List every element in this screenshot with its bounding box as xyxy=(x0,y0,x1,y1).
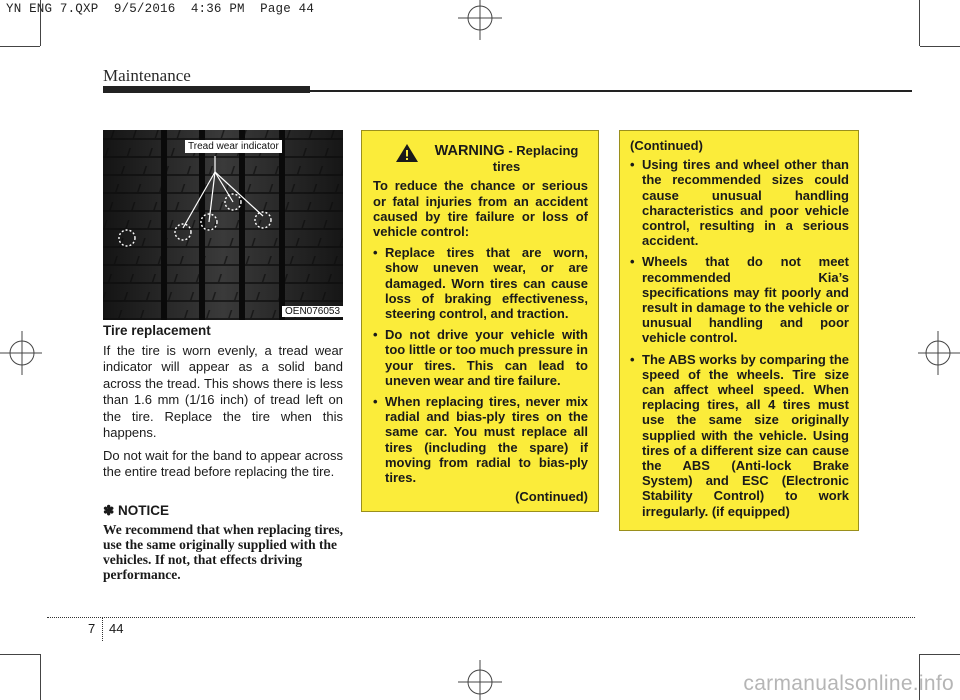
chapter-number: 7 xyxy=(88,621,96,636)
figure-code: OEN076053 xyxy=(282,306,343,317)
crop-mark xyxy=(0,654,40,655)
registration-mark-icon xyxy=(918,328,960,378)
list-item: • Using tires and wheel other than the recommended sizes could cause unusual handling characteristics and poor vehicle control, resulting in a serious accident. xyxy=(630,157,849,249)
footer-dotted-rule xyxy=(47,617,915,618)
tire-replacement-heading: Tire replacement xyxy=(103,323,211,338)
figure-callout-label: Tread wear indicator xyxy=(185,140,282,153)
title-rule-thick xyxy=(103,86,310,93)
warning-intro: To reduce the chance or serious or fatal injuries from an accident caused by tire failure or loss of vehicle control: xyxy=(373,178,588,240)
title-rule-thin xyxy=(310,90,912,92)
notice-title: ✽ NOTICE xyxy=(103,503,170,518)
continued-heading: (Continued) xyxy=(630,138,703,153)
notice-section xyxy=(103,503,343,582)
list-item: • Do not drive your vehicle with too little or too much pressure in your tires. This can lead to uneven wear and tire failure. xyxy=(373,327,588,388)
registration-mark-icon xyxy=(0,328,42,378)
page-number: 44 xyxy=(109,621,124,636)
section-title: Maintenance xyxy=(103,66,191,85)
print-header: YN ENG 7.QXP 9/5/2016 4:36 PM Page 44 xyxy=(6,2,315,16)
list-item: • The ABS works by comparing the speed of the wheels. Tire size can affect wheel speed. When replacing tires, all 4 tires must use the same size originally supplied with the vehicle. Using tires of a different size can cause the ABS (Anti-lock Brake System) and ESC (Electronic Stability Control) to work irregularly. (if equipped) xyxy=(630,351,849,519)
warning-subtitle: - Replacing tires xyxy=(492,143,579,175)
tire-replacement-section xyxy=(103,323,343,481)
crop-mark xyxy=(920,654,960,655)
list-item: • When replacing tires, never mix radial and bias-ply tires on the same car. You must replace all tires (including the spare) if moving from radial to bias-ply tires. xyxy=(373,394,588,486)
crop-mark xyxy=(919,0,920,46)
warning-triangle-icon xyxy=(395,143,419,163)
list-item: • Replace tires that are worn, show uneven wear, or are damaged. Worn tires can cause loss of braking effectiveness, steering control, and traction. xyxy=(373,245,588,322)
tire-replacement-paragraph: If the tire is worn evenly, a tread wear indicator will appear as a solid band across the tread. This shows there is less than 1.6 mm (1/16 inch) of tread left on the tire. Replace the tire when this happens. xyxy=(103,342,343,440)
tire-replacement-paragraph: Do not wait for the band to appear across the entire tread before replacing the tire. xyxy=(103,447,343,479)
watermark: carmanualsonline.info xyxy=(743,672,954,695)
warning-label: WARNING xyxy=(434,143,505,159)
tire-tread-figure xyxy=(103,130,343,320)
continued-warning-box xyxy=(619,130,859,531)
continued-label: (Continued) xyxy=(515,489,588,505)
page-number-separator xyxy=(102,618,103,641)
crop-mark xyxy=(0,46,40,47)
registration-mark-icon xyxy=(455,0,505,40)
crop-mark xyxy=(40,654,41,700)
crop-mark xyxy=(920,46,960,47)
list-item: • Wheels that do not meet recommended Kia’s specifications may fit poorly and result in damage to the vehicle or unusual handling and poor vehicle control. xyxy=(630,254,849,346)
registration-mark-icon xyxy=(455,660,505,700)
warning-box xyxy=(361,130,599,512)
notice-body: We recommend that when replacing tires, use the same originally supplied with the vehicles. If not, that effects driving performance. xyxy=(103,521,343,582)
